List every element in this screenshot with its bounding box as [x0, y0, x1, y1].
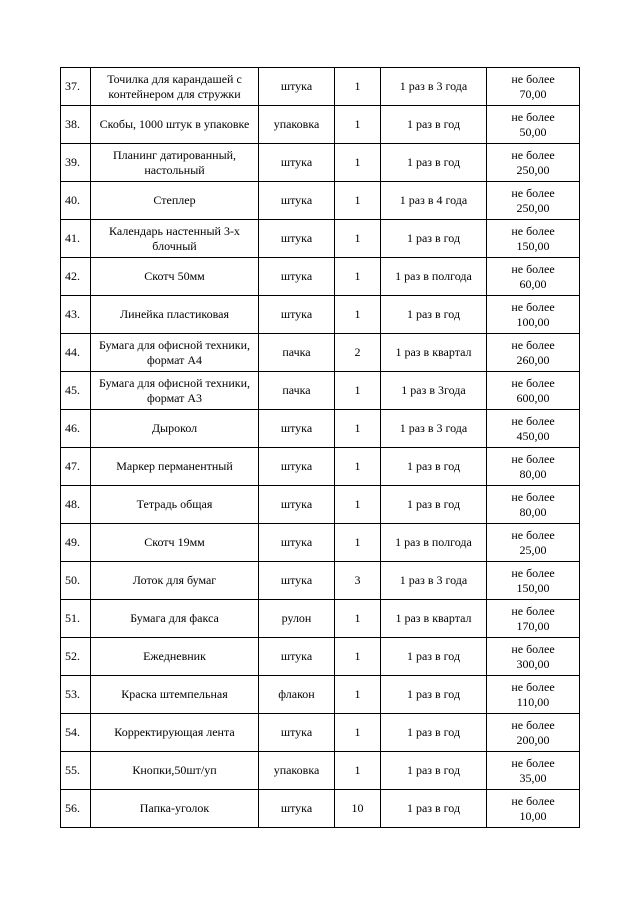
- replacement-frequency: 1 раз в 3 года: [381, 410, 487, 448]
- max-price-cell: [487, 182, 580, 220]
- item-name: Точилка для карандашей с контейнером для стружки: [91, 68, 259, 106]
- quantity: 1: [335, 372, 381, 410]
- item-name: Ежедневник: [91, 638, 259, 676]
- row-number: 39.: [61, 144, 91, 182]
- unit-of-measure: штука: [259, 182, 335, 220]
- unit-of-measure: пачка: [259, 334, 335, 372]
- row-number: 38.: [61, 106, 91, 144]
- max-price-cell: [487, 562, 580, 600]
- table-row: [61, 144, 580, 182]
- replacement-frequency: 1 раз в квартал: [381, 600, 487, 638]
- quantity: 1: [335, 106, 381, 144]
- price-label: не более: [511, 565, 555, 580]
- table-row: [61, 524, 580, 562]
- replacement-frequency: 1 раз в 3 года: [381, 562, 487, 600]
- replacement-frequency: 1 раз в год: [381, 752, 487, 790]
- quantity: 1: [335, 220, 381, 258]
- item-name: Дырокол: [91, 410, 259, 448]
- quantity: 1: [335, 144, 381, 182]
- table-row: [61, 448, 580, 486]
- quantity: 2: [335, 334, 381, 372]
- unit-of-measure: штука: [259, 258, 335, 296]
- table-row: [61, 106, 580, 144]
- replacement-frequency: 1 раз в год: [381, 106, 487, 144]
- price-label: не более: [511, 299, 555, 314]
- max-price: 150,00: [516, 238, 550, 253]
- price-label: не более: [511, 489, 555, 504]
- row-number: 40.: [61, 182, 91, 220]
- row-number: 56.: [61, 790, 91, 828]
- unit-of-measure: рулон: [259, 600, 335, 638]
- max-price-cell: [487, 410, 580, 448]
- max-price-cell: [487, 714, 580, 752]
- unit-of-measure: штука: [259, 790, 335, 828]
- table-row: [61, 790, 580, 828]
- price-label: не более: [511, 413, 555, 428]
- quantity: 1: [335, 676, 381, 714]
- price-label: не более: [511, 717, 555, 732]
- replacement-frequency: 1 раз в 4 года: [381, 182, 487, 220]
- table-row: [61, 600, 580, 638]
- unit-of-measure: штука: [259, 524, 335, 562]
- quantity: 1: [335, 448, 381, 486]
- replacement-frequency: 1 раз в год: [381, 486, 487, 524]
- price-label: не более: [511, 223, 555, 238]
- replacement-frequency: 1 раз в год: [381, 144, 487, 182]
- quantity: 1: [335, 638, 381, 676]
- item-name: Степлер: [91, 182, 259, 220]
- replacement-frequency: 1 раз в 3года: [381, 372, 487, 410]
- max-price: 60,00: [519, 276, 547, 291]
- price-label: не более: [511, 679, 555, 694]
- unit-of-measure: штука: [259, 144, 335, 182]
- row-number: 41.: [61, 220, 91, 258]
- item-name: Бумага для офисной техники, формат А4: [91, 334, 259, 372]
- item-name: Планинг датированный, настольный: [91, 144, 259, 182]
- max-price-cell: [487, 296, 580, 334]
- max-price-cell: [487, 638, 580, 676]
- table-row: [61, 334, 580, 372]
- quantity: 1: [335, 410, 381, 448]
- quantity: 1: [335, 714, 381, 752]
- max-price: 600,00: [516, 390, 550, 405]
- item-name: Скотч 50мм: [91, 258, 259, 296]
- price-label: не более: [511, 603, 555, 618]
- unit-of-measure: штука: [259, 410, 335, 448]
- row-number: 37.: [61, 68, 91, 106]
- unit-of-measure: штука: [259, 638, 335, 676]
- table-row: [61, 562, 580, 600]
- max-price: 250,00: [516, 162, 550, 177]
- supplies-table: [60, 67, 580, 828]
- unit-of-measure: штука: [259, 68, 335, 106]
- max-price-cell: [487, 448, 580, 486]
- quantity: 1: [335, 486, 381, 524]
- price-label: не более: [511, 793, 555, 808]
- replacement-frequency: 1 раз в год: [381, 220, 487, 258]
- replacement-frequency: 1 раз в полгода: [381, 524, 487, 562]
- row-number: 51.: [61, 600, 91, 638]
- item-name: Корректирующая лента: [91, 714, 259, 752]
- item-name: Скотч 19мм: [91, 524, 259, 562]
- row-number: 48.: [61, 486, 91, 524]
- quantity: 1: [335, 258, 381, 296]
- table-row: [61, 258, 580, 296]
- max-price: 70,00: [519, 86, 547, 101]
- row-number: 45.: [61, 372, 91, 410]
- price-label: не более: [511, 755, 555, 770]
- unit-of-measure: штука: [259, 486, 335, 524]
- item-name: Маркер перманентный: [91, 448, 259, 486]
- row-number: 49.: [61, 524, 91, 562]
- item-name: Кнопки,50шт/уп: [91, 752, 259, 790]
- unit-of-measure: штука: [259, 296, 335, 334]
- max-price: 10,00: [519, 808, 547, 823]
- quantity: 1: [335, 524, 381, 562]
- unit-of-measure: штука: [259, 448, 335, 486]
- table-row: [61, 714, 580, 752]
- quantity: 1: [335, 600, 381, 638]
- replacement-frequency: 1 раз в год: [381, 296, 487, 334]
- item-name: Скобы, 1000 штук в упаковке: [91, 106, 259, 144]
- row-number: 55.: [61, 752, 91, 790]
- replacement-frequency: 1 раз в год: [381, 448, 487, 486]
- row-number: 46.: [61, 410, 91, 448]
- max-price: 260,00: [516, 352, 550, 367]
- quantity: 1: [335, 296, 381, 334]
- max-price-cell: [487, 258, 580, 296]
- max-price-cell: [487, 676, 580, 714]
- price-label: не более: [511, 185, 555, 200]
- replacement-frequency: 1 раз в 3 года: [381, 68, 487, 106]
- item-name: Календарь настенный 3-х блочный: [91, 220, 259, 258]
- max-price: 80,00: [519, 466, 547, 481]
- max-price-cell: [487, 486, 580, 524]
- max-price: 25,00: [519, 542, 547, 557]
- table-row: [61, 676, 580, 714]
- max-price-cell: [487, 334, 580, 372]
- replacement-frequency: 1 раз в год: [381, 790, 487, 828]
- unit-of-measure: пачка: [259, 372, 335, 410]
- max-price: 80,00: [519, 504, 547, 519]
- unit-of-measure: флакон: [259, 676, 335, 714]
- replacement-frequency: 1 раз в год: [381, 676, 487, 714]
- item-name: Бумага для факса: [91, 600, 259, 638]
- price-label: не более: [511, 527, 555, 542]
- max-price-cell: [487, 752, 580, 790]
- quantity: 1: [335, 752, 381, 790]
- price-label: не более: [511, 451, 555, 466]
- max-price: 100,00: [516, 314, 550, 329]
- price-label: не более: [511, 71, 555, 86]
- max-price-cell: [487, 220, 580, 258]
- item-name: Лоток для бумаг: [91, 562, 259, 600]
- item-name: Бумага для офисной техники, формат А3: [91, 372, 259, 410]
- row-number: 54.: [61, 714, 91, 752]
- max-price-cell: [487, 600, 580, 638]
- supplies-table-body: [61, 68, 580, 828]
- quantity: 10: [335, 790, 381, 828]
- max-price: 35,00: [519, 770, 547, 785]
- unit-of-measure: штука: [259, 562, 335, 600]
- replacement-frequency: 1 раз в год: [381, 638, 487, 676]
- table-row: [61, 182, 580, 220]
- item-name: Папка-уголок: [91, 790, 259, 828]
- table-row: [61, 410, 580, 448]
- unit-of-measure: упаковка: [259, 752, 335, 790]
- max-price-cell: [487, 68, 580, 106]
- unit-of-measure: упаковка: [259, 106, 335, 144]
- row-number: 47.: [61, 448, 91, 486]
- price-label: не более: [511, 337, 555, 352]
- row-number: 42.: [61, 258, 91, 296]
- row-number: 44.: [61, 334, 91, 372]
- item-name: Линейка пластиковая: [91, 296, 259, 334]
- max-price: 200,00: [516, 732, 550, 747]
- max-price-cell: [487, 106, 580, 144]
- max-price-cell: [487, 144, 580, 182]
- table-row: [61, 296, 580, 334]
- quantity: 1: [335, 182, 381, 220]
- price-label: не более: [511, 147, 555, 162]
- table-row: [61, 372, 580, 410]
- max-price: 150,00: [516, 580, 550, 595]
- max-price: 170,00: [516, 618, 550, 633]
- max-price-cell: [487, 372, 580, 410]
- quantity: 1: [335, 68, 381, 106]
- item-name: Тетрадь общая: [91, 486, 259, 524]
- row-number: 53.: [61, 676, 91, 714]
- max-price: 50,00: [519, 124, 547, 139]
- unit-of-measure: штука: [259, 220, 335, 258]
- replacement-frequency: 1 раз в квартал: [381, 334, 487, 372]
- item-name: Краска штемпельная: [91, 676, 259, 714]
- table-row: [61, 68, 580, 106]
- row-number: 43.: [61, 296, 91, 334]
- table-row: [61, 752, 580, 790]
- max-price: 300,00: [516, 656, 550, 671]
- table-row: [61, 220, 580, 258]
- price-label: не более: [511, 261, 555, 276]
- max-price: 450,00: [516, 428, 550, 443]
- table-row: [61, 486, 580, 524]
- replacement-frequency: 1 раз в полгода: [381, 258, 487, 296]
- unit-of-measure: штука: [259, 714, 335, 752]
- table-row: [61, 638, 580, 676]
- replacement-frequency: 1 раз в год: [381, 714, 487, 752]
- max-price: 250,00: [516, 200, 550, 215]
- row-number: 50.: [61, 562, 91, 600]
- price-label: не более: [511, 641, 555, 656]
- max-price: 110,00: [516, 694, 550, 709]
- max-price-cell: [487, 790, 580, 828]
- max-price-cell: [487, 524, 580, 562]
- quantity: 3: [335, 562, 381, 600]
- row-number: 52.: [61, 638, 91, 676]
- price-label: не более: [511, 375, 555, 390]
- price-label: не более: [511, 109, 555, 124]
